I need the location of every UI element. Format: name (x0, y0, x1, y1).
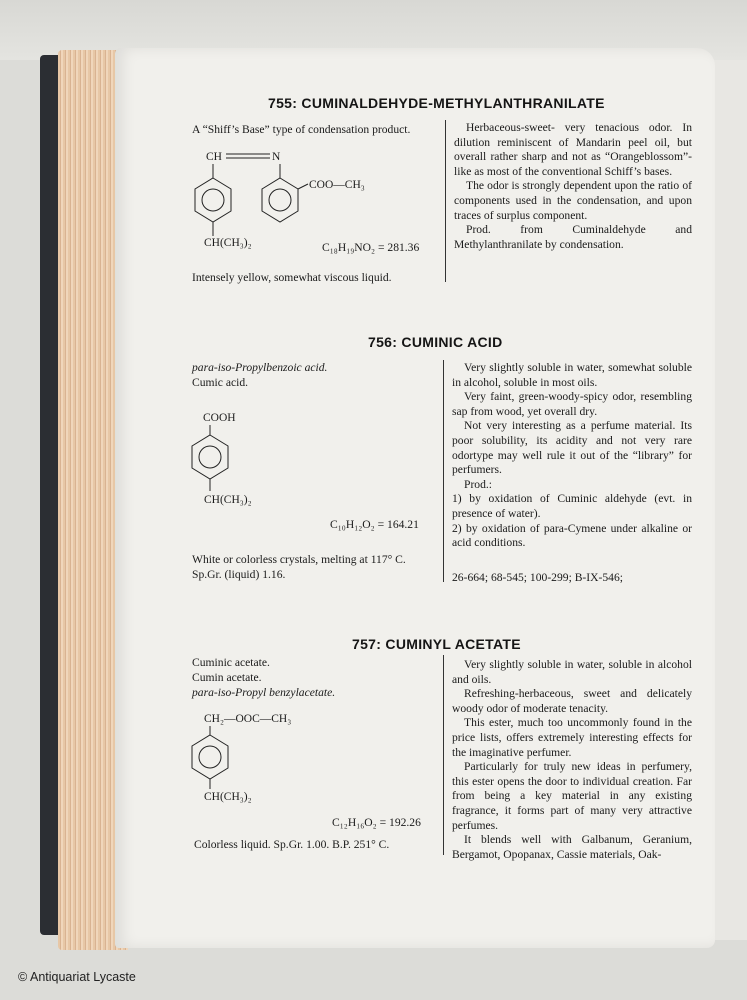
entry-756-synonym-1: para-iso-Propylbenzoic acid. (192, 361, 328, 374)
entry-756-description-2: Sp.Gr. (liquid) 1.16. (192, 568, 286, 581)
entry-755-para-2: The odor is strongly dependent upon the ratio of components used in the condensation, and upon traces of surplus component. (454, 179, 692, 222)
entry-757-title: 757: CUMINYL ACETATE (352, 636, 521, 652)
entry-755-description: Intensely yellow, somewhat viscous liquid. (192, 271, 392, 284)
entry-757-para-4: Particularly for truly new ideas in perfumery, this ester opens the door to individual creation. Far from being a key material in any existing fragrance, it forms part of many very attractive perfumes. (452, 760, 692, 832)
entry-755-title: 755: CUMINALDEHYDE-METHYLANTHRANILATE (268, 95, 605, 111)
entry-757-struct-isopropyl: CH(CH₃)₂ (204, 791, 252, 803)
entry-757-para-1: Very slightly soluble in water, soluble in alcohol and oils. (452, 658, 692, 686)
entry-756-prod-item-2: 2) by oxidation of para-Cymene under alkaline or acid conditions. (452, 521, 692, 550)
entry-757-para-3: This ester, much too uncommonly found in the price lists, offers extremely interesting effects for the imaginative perfumer. (452, 716, 692, 759)
entry-755-struct-ester: COO—CH₃ (309, 179, 365, 191)
entry-755-column-divider (445, 120, 446, 282)
entry-755-para-3: Prod. from Cuminaldehyde and Methylanthranilate by condensation. (454, 223, 692, 251)
entry-756-structure (185, 405, 305, 510)
entry-756-struct-cooh: COOH (203, 412, 236, 424)
entry-755-right-column (454, 121, 692, 252)
entry-756-references: 26-664; 68-545; 100-299; B-IX-546; (452, 571, 623, 584)
entry-755-struct-isopropyl: CH(CH₃)₂ (204, 237, 252, 249)
entry-756-synonym-2: Cumic acid. (192, 376, 249, 389)
entry-755-struct-ch: CH (206, 151, 222, 163)
entry-756-title: 756: CUMINIC ACID (368, 334, 503, 350)
entry-757-structure (185, 705, 335, 805)
entry-755-para-1: Herbaceous-sweet- very tenacious odor. In dilution reminiscent of Mandarin peel oil, but overall rather sharp and not as “Orangeblossom”-like as most of the conventional Schiff’s bases. (454, 121, 692, 178)
entry-756-prod-item-1: 1) by oxidation of Cuminic aldehyde (evt. in presence of water). (452, 492, 692, 520)
entry-755-formula: C₁₈H₁₉NO₂ = 281.36 (322, 241, 420, 254)
entry-756-para-3: Not very interesting as a perfume material. Its poor solubility, its acidity and not very rare odortype may well rule it out of the “library” for perfumers. (452, 419, 692, 477)
entry-757-column-divider (443, 655, 444, 855)
entry-756-column-divider (443, 360, 444, 582)
entry-756-prod-label: Prod.: (464, 477, 493, 491)
entry-756-right-column (452, 361, 692, 551)
entry-757-description: Colorless liquid. Sp.Gr. 1.00. B.P. 251° C. (194, 838, 390, 851)
copyright-credit: © Antiquariat Lycaste (18, 970, 136, 984)
entry-757-synonym-3: para-iso-Propyl benzylacetate. (192, 686, 336, 699)
entry-757-synonym-1: Cuminic acetate. (192, 656, 270, 669)
entry-756-struct-isopropyl: CH(CH₃)₂ (204, 494, 252, 506)
entry-755-struct-n: N (272, 151, 281, 163)
entry-756-formula: C₁₀H₁₂O₂ = 164.21 (330, 518, 419, 531)
entry-757-right-column (452, 658, 692, 862)
entry-756-para-1: Very slightly soluble in water, somewhat soluble in alcohol, soluble in most oils. (452, 361, 692, 389)
entry-757-para-5: It blends well with Galbanum, Geranium, Bergamot, Opopanax, Cassie materials, Oak- (452, 833, 692, 861)
entry-757-para-2: Refreshing-herbaceous, sweet and delicately woody odor of moderate tenacity. (452, 687, 692, 715)
entry-756-para-2: Very faint, green-woody-spicy odor, resembling sap from wood, yet overall dry. (452, 390, 692, 418)
entry-757-formula: C₁₂H₁₆O₂ = 192.26 (332, 816, 421, 829)
entry-757-synonym-2: Cumin acetate. (192, 671, 262, 684)
entry-757-struct-acetate: CH₂—OOC—CH₃ (204, 713, 292, 725)
entry-755-intro: A “Shiff’s Base” type of condensation product. (192, 123, 411, 136)
entry-756-description-1: White or colorless crystals, melting at 117° C. (192, 553, 406, 566)
